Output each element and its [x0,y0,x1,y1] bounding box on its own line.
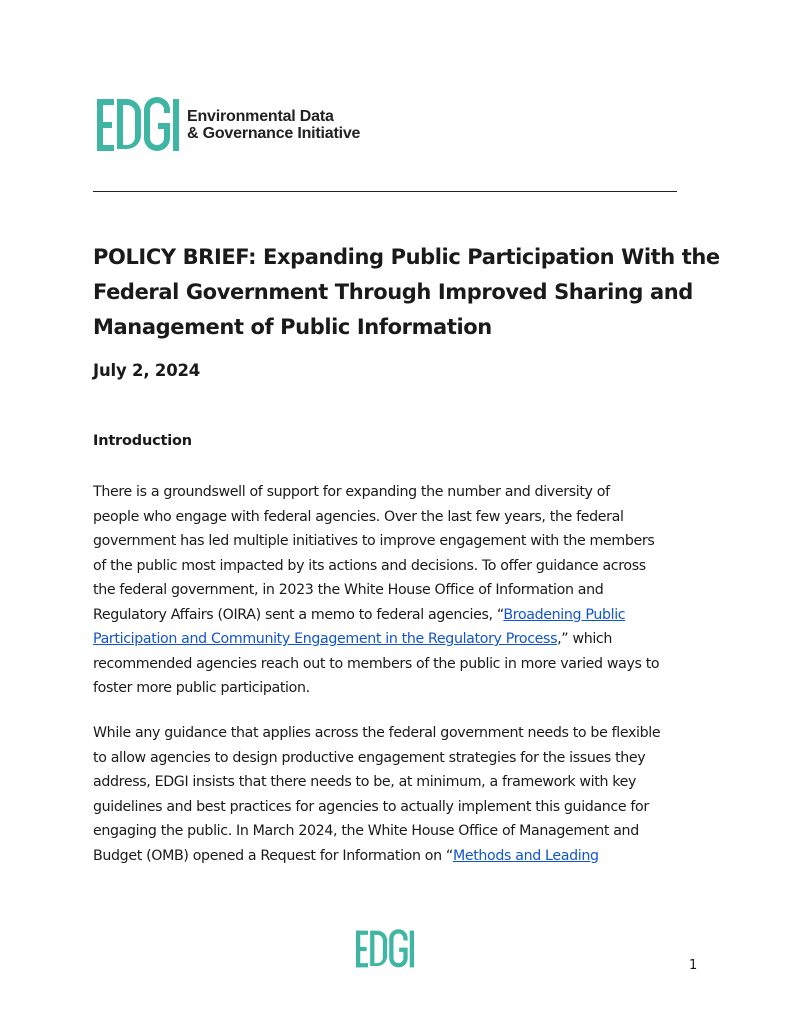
horizontal-rule [93,191,677,192]
edgi-wordmark-graphic [97,97,179,153]
organization-name-line1: Environmental Data [187,108,334,125]
paragraph-line: to allow agencies to design productive engagement strategies for the issues they [93,749,646,766]
footer-edgi-logo [356,929,414,969]
paragraph-line: foster more public participation. [93,680,310,696]
broadening-public-participation-link-continued[interactable]: Participation and Community Engagement in the Regulatory Process [93,631,558,647]
paragraph-line: address, EDGI insists that there needs to be, at minimum, a framework with key [93,774,637,790]
title-line: Management of Public Information [93,315,492,339]
paragraph-line: engaging the public. In March 2024, the White House Office of Management and [93,823,639,839]
paragraph-line: There is a groundswell of support for expanding the number and diversity of [93,484,610,500]
paragraph-line: guidelines and best practices for agencies to actually implement this guidance for [93,798,649,815]
paragraph-line [93,627,703,652]
page-number: 1 [689,958,698,973]
footer-wordmark-graphic [356,929,414,969]
body-paragraph-2 [93,721,703,868]
paragraph-line [93,603,703,628]
paragraph-line: While any guidance that applies across the federal government needs to be flexible [93,725,661,741]
paragraph-line: government has led multiple initiatives to improve engagement with the members [93,533,655,549]
title-line: POLICY BRIEF: Expanding Public Participation With the [93,245,720,269]
paragraph-line: the federal government, in 2023 the White House Office of Information and [93,582,604,598]
paragraph-text: ,” which [557,631,613,647]
paragraph-line [93,844,703,869]
body-paragraph-1 [93,480,703,701]
paragraph-line: of the public most impacted by its actions and decisions. To offer guidance across [93,557,646,574]
methods-and-leading-link[interactable]: Methods and Leading [452,847,599,864]
paragraph-text: Budget (OMB) opened a Request for Information on “ [93,847,453,864]
document-date: July 2, 2024 [93,361,201,380]
organization-name [187,108,360,142]
section-heading-introduction: Introduction [93,433,192,449]
edgi-logo [97,97,360,153]
title-line: Federal Government Through Improved Sharing and [93,280,693,304]
document-title [93,240,720,345]
organization-name-line2: & Governance Initiative [187,125,361,142]
paragraph-line: people who engage with federal agencies. Over the last few years, the federal [93,508,624,525]
edgi-logo-mark [97,97,179,153]
paragraph-text: Regulatory Affairs (OIRA) sent a memo to federal agencies, “ [93,606,504,623]
broadening-public-participation-link[interactable]: Broadening Public [503,606,626,623]
paragraph-line: recommended agencies reach out to members of the public in more varied ways to [93,655,660,672]
